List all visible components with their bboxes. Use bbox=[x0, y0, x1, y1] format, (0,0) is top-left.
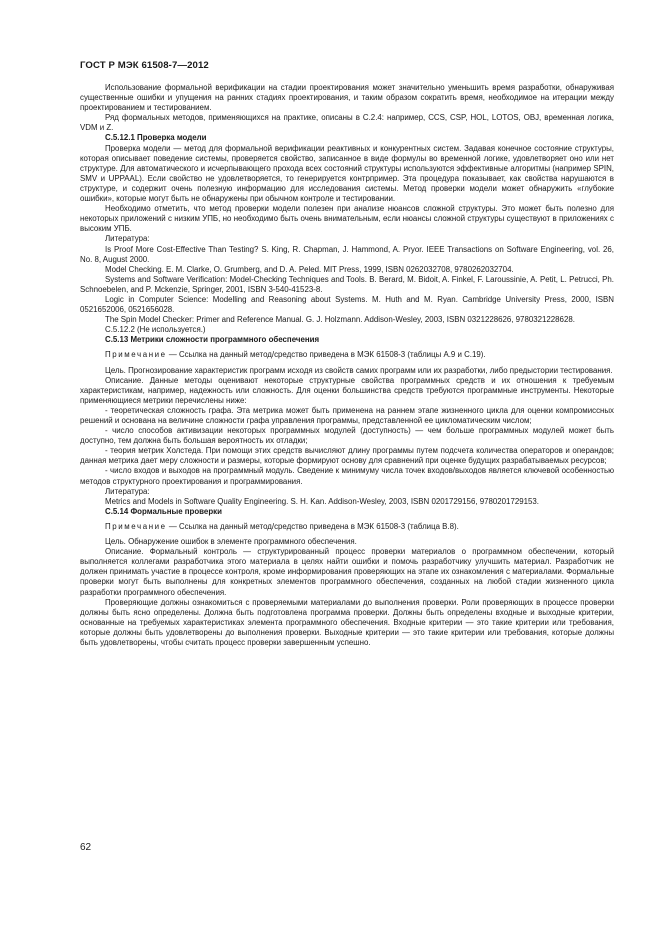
section-heading: С.5.12.1 Проверка модели bbox=[105, 133, 207, 143]
paragraph: Цель. Обнаружение ошибок в элементе программного обеспечения. bbox=[105, 537, 357, 547]
reference-entry: Is Proof More Cost-Effective Than Testing? S. King, R. Chapman, J. Hammond, A. Pryor. IEEE Transactions on Software Engineering, vol. 26, No. 8, August 2000. bbox=[80, 244, 614, 264]
list-item: - теория метрик Холстеда. При помощи этих средств вычисляют длину программы путем подсчета количества операторов и операндов; данная метрика дает меру сложности и размеры, которые формируют основу для сравнений при оценке будущих разрабатываемых ресурсов; bbox=[80, 446, 614, 466]
reference-entry: Systems and Software Verification: Model-Checking Techniques and Tools. B. Berard, M. Bidoit, A. Finkel, F. Laroussinie, A. Petit, L. Petrucci, Ph. Schnoebelen, and P. Mckenzie, Springer, 2001, ISBN 3-540-41523-8. bbox=[80, 274, 614, 294]
section-heading: С.5.12.2 (Не используется.) bbox=[105, 325, 206, 335]
note-label: Примечание bbox=[105, 521, 167, 531]
paragraph: Ряд формальных методов, применяющихся на практике, описаны в С.2.4: например, CCS, CSP, HOL, LOTOS, OBJ, временная логика, VDM и Z. bbox=[80, 113, 614, 133]
paragraph: Использование формальной верификации на стадии проектирования может значительно уменьшить время разработки, обнаруживая существенные ошибки и упущения на ранних стадиях проектирования, и таким образом сократить время, необходимое на итерации между проектированием и тестированием. bbox=[80, 83, 614, 113]
page-number: 62 bbox=[80, 842, 92, 853]
note-text: — Ссылка на данный метод/средство приведена в МЭК 61508-3 (таблица В.8). bbox=[168, 521, 459, 531]
note bbox=[80, 350, 614, 360]
note bbox=[80, 522, 614, 532]
section-heading: С.5.14 Формальные проверки bbox=[105, 506, 222, 516]
note-label: Примечание bbox=[105, 350, 167, 360]
document-body bbox=[80, 83, 614, 648]
paragraph: Проверяющие должны ознакомиться с проверяемыми материалами до выполнения проверки. Роли проверяющих в процессе проверки должны быть ясно определены. Должна быть подготовлена программа проверки. Должны быть определены входные и выходные критерии, основанные на требуемых характеристиках элемента программного обеспечения. Входные критерии — это такие критерии или требования, которые должны быть удовлетворены до выполнения проверки. Выходные критерии — это такие критерии или требования, которые должны быть удовлетворены, чтобы считать процесс проверки завершенным успешно. bbox=[80, 597, 614, 647]
paragraph: Описание. Данные методы оценивают некоторые структурные свойства программных средств и их отношения к требуемым характеристикам, например, надежность или сложность. Для оценки большинства средств требуются программные инструменты. Некоторые применяющиеся метрики перечислены ниже: bbox=[80, 375, 614, 405]
section-heading: С.5.13 Метрики сложности программного обеспечения bbox=[105, 335, 320, 345]
paragraph: Описание. Формальный контроль — структурированный процесс проверки материалов о программном обеспечении, который выполняется коллегами разработчика этого материала в целях найти ошибки и помочь разработчику улучшить материал. Разработчик не должен принимать участие в процессе контроля, кроме информирования проверяющих на этапе их ознакомления с материалами. Формальные проверки могут быть выполнены для конкретных элементов программного обеспечения, созданных на любой стадии жизненного цикла разработки программного обеспечения. bbox=[80, 547, 614, 597]
paragraph: Проверка модели — метод для формальной верификации реактивных и конкурентных систем. Задавая конечное состояние структуры, которая описывает поведение системы, проверяется свойство, записанное в виде формулы во временной логике, удовлетворяет оно или нет структуре. Для автоматического и исчерпывающего прохода всех состояний структуры используются эффективные алгоритмы (например SPIN, SMV и UPPAAL). Если свойство не удовлетворяется, то генерируется контрпример. Эта процедура показывает, как свойства нарушаются в структуре, и содержит очень полезную информацию для исследования системы. Метод проверки модели может обнаружить «глубокие ошибки», которые могут быть не обнаружены при обычном контроле и тестировании. bbox=[80, 143, 614, 204]
reference-entry: Logic in Computer Science: Modelling and Reasoning about Systems. M. Huth and M. Ryan. Cambridge University Press, 2000, ISBN 0521652006, 0521656028. bbox=[80, 294, 614, 315]
literature-label: Литература: bbox=[105, 234, 150, 244]
paragraph: Цель. Прогнозирование характеристик программ исходя из свойств самих программ или их разработки, либо предыстории тестирования. bbox=[105, 365, 613, 375]
list-item: - теоретическая сложность графа. Эта метрика может быть применена на раннем этапе жизненного цикла для оценки компромиссных решений и основана на величине сложности графа управления программы, представленной ее цикломатическим числом; bbox=[80, 405, 614, 425]
paragraph: Необходимо отметить, что метод проверки модели полезен при анализе нюансов сложной структуры. Это может быть полезно для некоторых приложений с низким УПБ, но необходимо быть очень внимательным, если нюансы сложной структуры существуют в приложениях с высоким УПБ. bbox=[80, 204, 614, 234]
list-item: - число входов и выходов на программный модуль. Сведение к минимуму числа точек входов/выходов является ключевой особенностью методов структурного проектирования и программирования. bbox=[80, 466, 614, 486]
document-header: ГОСТ Р МЭК 61508-7—2012 bbox=[80, 60, 209, 71]
reference-entry: Metrics and Models in Software Quality Engineering. S. H. Kan. Addison-Wesley, 2003, ISBN 0201729156, 9780201729153. bbox=[105, 496, 539, 506]
literature-label: Литература: bbox=[105, 486, 150, 496]
note-text: — Ссылка на данный метод/средство приведена в МЭК 61508-3 (таблицы А.9 и С.19). bbox=[168, 350, 486, 360]
reference-entry: Model Checking. E. M. Clarke, O. Grumberg, and D. A. Peled. MIT Press, 1999, ISBN 0262032708, 9780262032704. bbox=[105, 264, 514, 274]
list-item: - число способов активизации некоторых программных модулей (доступность) — чем больше программных модулей может быть доступно, тем должна быть большая вероятность их отладки; bbox=[80, 426, 614, 446]
reference-entry: The Spin Model Checker: Primer and Reference Manual. G. J. Holzmann. Addison-Wesley, 2003, ISBN 0321228626, 9780321228628. bbox=[105, 315, 575, 325]
